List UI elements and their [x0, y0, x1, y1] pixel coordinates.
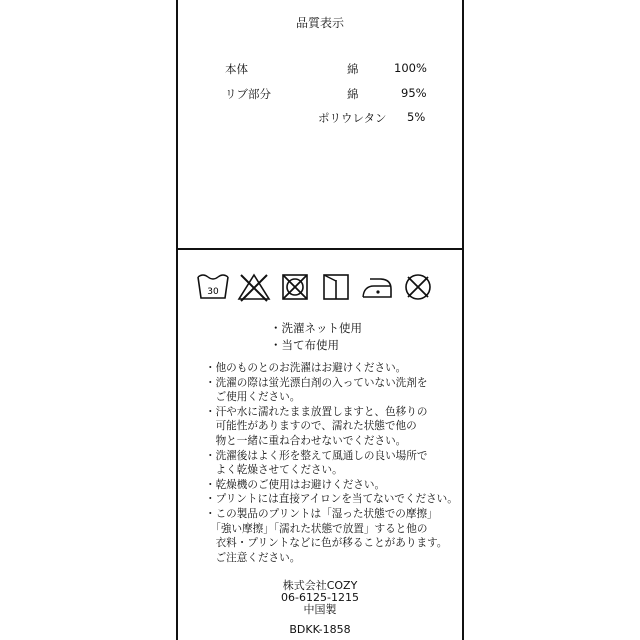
- care-line: ・他のものとのお洗濯はお避けください。: [205, 362, 407, 374]
- composition-percent-body: 100%: [394, 61, 427, 75]
- composition-material-polyurethane: ポリウレタン: [318, 111, 387, 125]
- composition-percent-polyurethane: 5%: [407, 110, 426, 124]
- care-line: よく乾燥させてください。: [205, 464, 343, 477]
- care-symbols: [196, 272, 435, 302]
- product-code: BDKK-1858: [289, 623, 351, 636]
- label-title: 品質表示: [295, 16, 344, 30]
- care-instructions: [205, 361, 458, 565]
- label-footer: [177, 580, 463, 636]
- care-line: ・洗濯の際は蛍光漂白剤の入っていない洗剤を: [205, 376, 428, 389]
- composition-material-body: 綿: [347, 62, 359, 76]
- care-line: ・この製品のプリントは「湿った状態での摩擦」: [205, 507, 438, 520]
- composition-part-body: 本体: [225, 62, 248, 76]
- composition-material-rib: 綿: [347, 87, 359, 101]
- no-dry-clean-icon: [401, 272, 435, 302]
- composition-part-rib: リブ部分: [225, 87, 271, 101]
- label-divider: [177, 248, 463, 250]
- care-line: 「強い摩擦」「濡れた状態で放置」すると他の: [205, 522, 428, 535]
- care-line: 衣料・プリントなどに色が移ることがあります。: [205, 537, 448, 550]
- country-of-origin: 中国製: [303, 603, 337, 616]
- care-line: 物と一緒に重ね合わせないでください。: [205, 434, 407, 447]
- wash-temperature: 30: [207, 287, 219, 297]
- company-name: 株式会社COZY: [282, 579, 358, 592]
- no-bleach-icon: [237, 272, 271, 302]
- care-line: 可能性がありますので、濡れた状態で他の: [205, 420, 417, 433]
- care-short-notes: [270, 320, 362, 354]
- care-line: ご注意ください。: [205, 551, 301, 564]
- label-left-border: [176, 0, 178, 640]
- company-phone: 06-6125-1215: [281, 591, 359, 604]
- care-line: ・汗や水に濡れたまま放置しますと、色移りの: [205, 405, 428, 418]
- care-line: ・プリントには直接アイロンを当てないでください。: [205, 493, 458, 506]
- note-laundry-net: ・洗濯ネット使用: [270, 321, 362, 335]
- label-right-border: [462, 0, 464, 640]
- line-dry-shade-icon: [319, 272, 353, 302]
- iron-low-icon: [360, 272, 394, 302]
- care-line: ・洗濯後はよく形を整えて風通しの良い場所で: [205, 449, 428, 462]
- care-line: ・乾燥機のご使用はお避けください。: [205, 478, 386, 491]
- composition-percent-rib: 95%: [401, 86, 427, 100]
- care-line: ご使用ください。: [205, 391, 301, 404]
- note-press-cloth: ・当て布使用: [270, 338, 339, 352]
- wash-30-icon: [196, 272, 230, 302]
- no-tumble-dry-icon: [278, 272, 312, 302]
